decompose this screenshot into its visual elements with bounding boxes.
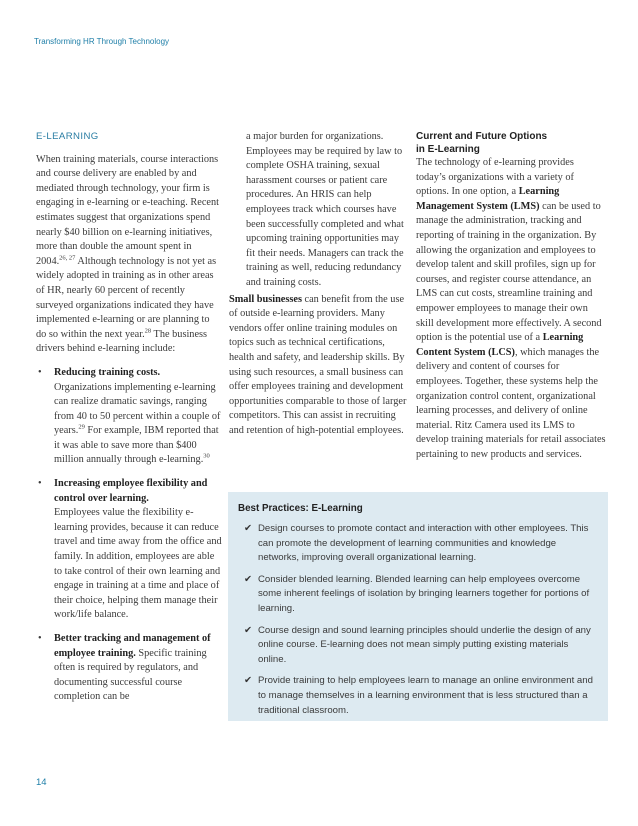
footnote-ref: 30 bbox=[203, 453, 210, 461]
list-item: ✔ Provide training to help employees learn to manage an online environment and to manage themselves in a learning environment that is less structured than a traditional classroom. bbox=[244, 675, 593, 716]
bullet-title: Increasing employee flexibility and control over learning. bbox=[54, 478, 208, 504]
page-number: 14 bbox=[36, 777, 47, 788]
check-icon: ✔ bbox=[244, 523, 253, 534]
bullet-title: Reducing training costs. bbox=[54, 366, 161, 378]
options-paragraph: The technology of e-learning provides today’s organizations with a variety of options. In one option, a Learning Management System (LMS) can be used to manage the administration, tracking and reporting of training in the organization. By allowing the organization and employees to develop talent and skill profiles, sign up for courses, and register course attendance, an LMS can cut costs, streamline training and empower employees to manage their own skill development more effectively. A second option is the potential use of a Learning Content System (LCS), which manages the delivery and content of courses for employees. Together, these systems help the organization control content, organizational learning processes, and delivery of online material. Ritz Camera used its LMS to develop training materials for retail associates pertaining to new products and services. bbox=[416, 157, 606, 460]
bullet-icon: • bbox=[38, 478, 42, 490]
bullet-title: Better tracking and management of employee training. bbox=[54, 633, 211, 659]
best-practices-title: Best Practices: E-Learning bbox=[238, 503, 363, 514]
list-item: • Increasing employee flexibility and control over learning. Employees value the flexibility e-learning provides, because it can reduce travel and time away from the office and family. In addition, employees are able to take control of their own learning and engage in training at a time and place of their choice, helping them manage their work/life balance. bbox=[38, 478, 222, 621]
list-item: • Reducing training costs. Organizations implementing e-learning can realize dramatic savings, ranging from 40 to 50 percent within a couple of years.$^{29}$ For example, IBM reported that it was able to save more than $400 million annually through e-learning.$^{30}$ bbox=[38, 366, 221, 466]
check-icon: ✔ bbox=[244, 675, 253, 687]
check-icon: ✔ bbox=[244, 624, 253, 636]
bullet-icon: • bbox=[38, 366, 42, 378]
subheading-options: Current and Future Options in E-Learning bbox=[416, 131, 548, 155]
footnote-ref: 29 bbox=[78, 423, 85, 431]
drivers-list bbox=[36, 366, 222, 705]
section-heading-e-learning: E-LEARNING bbox=[36, 131, 99, 142]
best-practices-list bbox=[244, 522, 594, 725]
intro-paragraph: When training materials, course interactions and course delivery are enabled by and mediated through technology, your firm is engaging in e-learning or e-teaching. Recent estimates suggest that organizations spend nearly $40 billion on e-learning initiatives, more than double the amount spent in 2004.$^{26, 27}$ Although technology is not yet as widely adopted in training as in other areas of HR, nearly 60 percent of recently surveyed organizations indicated they have implemented e-learning or are planning to do so within the next year.$^{28}$ The business drivers behind e-learning include: bbox=[36, 153, 219, 355]
column-left bbox=[36, 130, 222, 714]
running-header: Transforming HR Through Technology bbox=[34, 37, 170, 46]
list-item: • Better tracking and management of employee training. Specific training often is required by regulators, and documenting successful course completion can be bbox=[38, 633, 211, 703]
column-right bbox=[416, 130, 606, 462]
list-item: ✔ Consider blended learning. Blended learning can help employees overcome some inherent feelings of isolation by bringing learners together for portions of learning. bbox=[244, 573, 590, 614]
small-business-paragraph: Small businesses can benefit from the use of outside e-learning providers. Many vendors offer online training modules on topics such as technical certifications, health and safety, and leadership skills. By using such resources, a small business can offer employees training and development opportunities comparable to those of larger competitors. This can assist in recruiting and retention of high-potential employees. bbox=[229, 293, 407, 436]
footnote-ref: 26, 27 bbox=[59, 254, 76, 262]
column-middle bbox=[229, 130, 409, 438]
check-icon: ✔ bbox=[244, 573, 253, 585]
continued-paragraph: a major burden for organizations. Employees may be required by law to complete OSHA training, sexual harassment courses or patient care procedures. An HRIS can help employees track which courses have been successfully completed and what upcoming training opportunities may fit their needs. Managers can track the training as well, reducing redundancy and training costs. bbox=[246, 131, 404, 288]
list-item: ✔ Course design and sound learning principles should underlie the design of any online course. E-learning does not mean simply putting existing materials online. bbox=[244, 624, 591, 665]
best-practices-box bbox=[228, 492, 608, 721]
bullet-icon: • bbox=[38, 633, 42, 644]
footnote-ref: 28 bbox=[144, 327, 152, 335]
list-item: ✔ Design courses to promote contact and interaction with other employees. This can promote the development of learning communities and knowledge networks, improving overall organizational learning. bbox=[244, 523, 589, 564]
